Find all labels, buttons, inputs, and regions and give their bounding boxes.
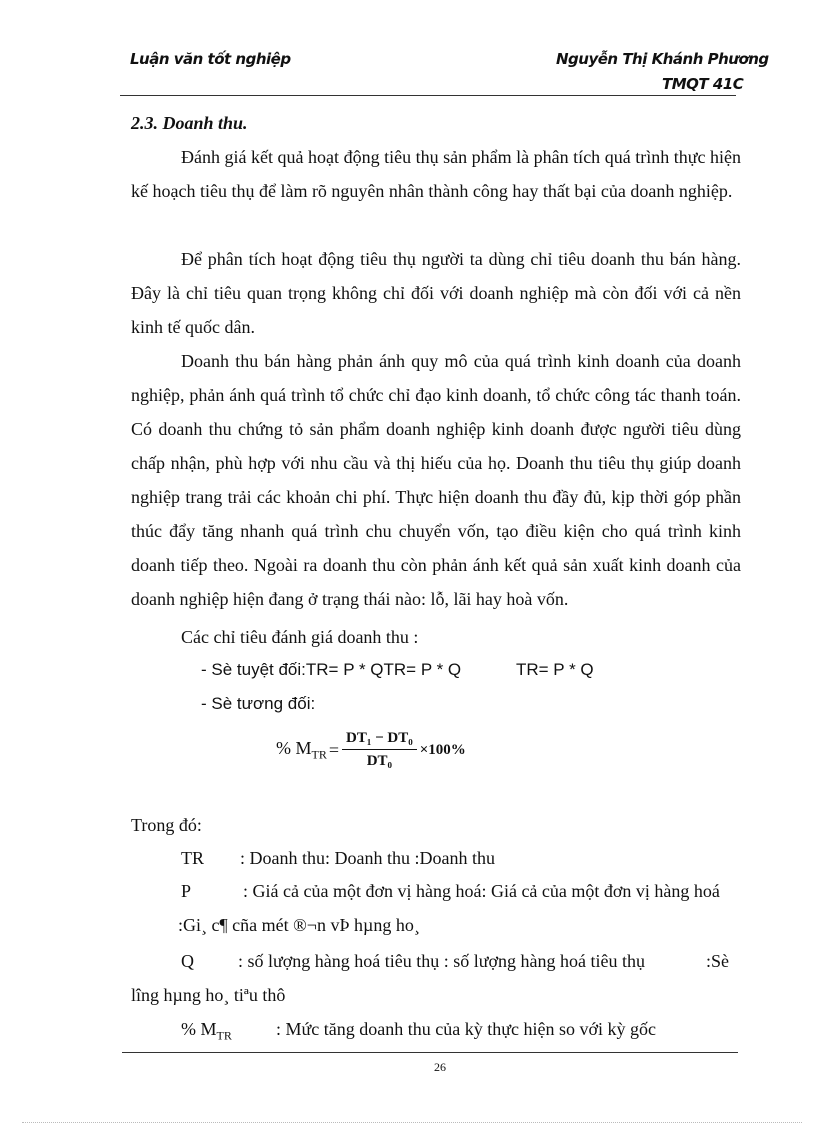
header-class-code: TMQT 41C (662, 75, 744, 93)
definition-term-q: Q (181, 951, 194, 971)
definition-continuation-p: :Gi¸ c¶ cña mét ®¬n vÞ hµng ho¸ (178, 915, 420, 935)
paragraph-1: Đánh giá kết quả hoạt động tiêu thụ sản phẩm là phân tích quá trình thực hiện kế hoạch tiêu thụ để làm rõ nguyên nhân thành công hay thất bại của doanh nghiệp. (131, 147, 741, 201)
growth-formula (276, 722, 466, 778)
absolute-criteria-line: - Sè tuyệt đối:TR= P * QTR= P * Q (201, 660, 462, 679)
definition-term-p: P (181, 881, 192, 901)
definition-text-p: : Giá cả của một đơn vị hàng hoá: Giá cả của một đơn vị hàng hoá (243, 881, 720, 901)
definition-term-mtr: % $M_{TR}$ (181, 1019, 232, 1043)
formula-multiplier: ×100% (419, 741, 466, 758)
paragraph-2: Để phân tích hoạt động tiêu thụ người ta dùng chỉ tiêu doanh thu bán hàng. Đây là chỉ tiêu quan trọng không chỉ đối với doanh nghiệp mà còn đối với cả nền kinh tế quốc dân. (131, 249, 741, 337)
formula-denominator: DT₀ (366, 753, 393, 769)
criteria-intro: Các chỉ tiêu đánh giá doanh thu : (181, 627, 419, 647)
definition-text-q: : số lượng hàng hoá tiêu thụ : số lượng hàng hoá tiêu thụ (238, 951, 646, 971)
definition-term-tr: TR (181, 848, 205, 868)
footer-divider (122, 1052, 738, 1053)
definition-tail-q: :Sè (706, 951, 730, 971)
definition-continuation-q: lîng hµng ho¸ tiªu thô (131, 985, 286, 1005)
section-title: 2.3. Doanh thu. (131, 113, 248, 133)
page-number: 26 (434, 1060, 446, 1074)
definition-text-mtr: : Mức tăng doanh thu của kỳ thực hiện so với kỳ gốc (276, 1019, 656, 1039)
formula-numerator: DT₁ − DT₀ (342, 730, 417, 750)
where-label: Trong đó: (131, 815, 202, 835)
formula-equals: = (328, 739, 339, 760)
relative-criteria-line: - Sè tương đối: (201, 694, 316, 713)
header-author-name: Nguyễn Thị Khánh Phương (556, 50, 769, 68)
formula-fraction (342, 730, 417, 770)
header-left-title: Luận văn tốt nghiệp (130, 50, 291, 68)
header-divider (120, 95, 736, 96)
definition-text-tr: : Doanh thu: Doanh thu :Doanh thu (240, 848, 495, 868)
formula-lhs: % $M_{TR}$ (276, 737, 327, 762)
absolute-criteria-extra: TR= P * Q (516, 660, 594, 679)
paragraph-3: Doanh thu bán hàng phản ánh quy mô của quá trình kinh doanh của doanh nghiệp, phản ánh quá trình tổ chức chỉ đạo kinh doanh, tổ chức công tác thanh toán. Có doanh thu chứng tỏ sản phẩm doanh nghiệp kinh doanh được người tiêu dùng chấp nhận, phù hợp với nhu cầu và thị hiếu của họ. Doanh thu tiêu thụ giúp doanh nghiệp trang trải các khoản chi phí. Thực hiện doanh thu đầy đủ, kịp thời góp phần thúc đẩy tăng nhanh quá trình chu chuyển vốn, tạo điều kiện cho quá trình kinh doanh tiếp theo. Ngoài ra doanh thu còn phản ánh kết quả sản xuất kinh doanh của doanh nghiệp hiện đang ở trạng thái nào: lỗ, lãi hay hoà vốn. (131, 351, 741, 609)
